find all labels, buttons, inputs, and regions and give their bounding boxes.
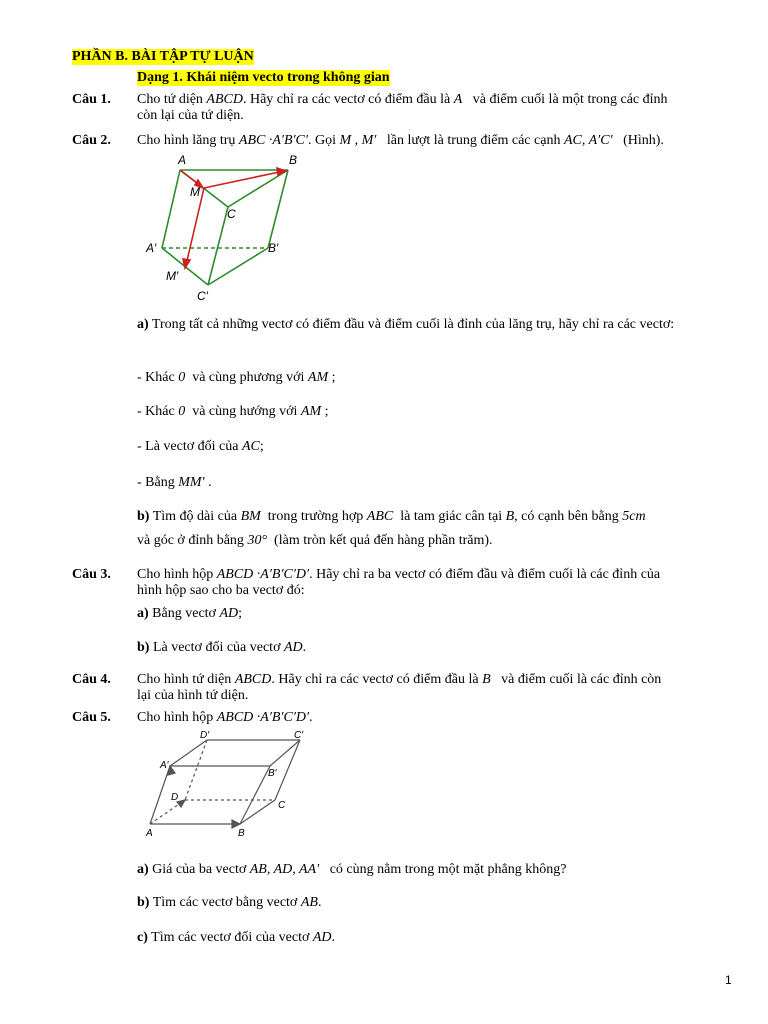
box-label-c1: C′	[294, 730, 304, 741]
type-title: Dạng 1. Khái niệm vecto trong không gian	[137, 70, 390, 85]
q2-item-4: - Bằng MM′ .	[137, 475, 212, 490]
q2-item-3: - Là vectơ đối của AC;	[137, 439, 264, 454]
q1-math-abcd: ABCD	[206, 92, 243, 107]
section-title: PHẦN B. BÀI TẬP TỰ LUẬN	[72, 49, 254, 64]
q5-part-c: c) Tìm các vectơ đối của vectơ AD.	[137, 930, 336, 945]
q2-line1: Cho hình lăng trụ ABC ·A′B′C′. Gọi M , M′ lần lượt là trung điểm các cạnh AC, A′C′ (Hình).	[137, 133, 664, 148]
q1-line2: còn lại của tứ diện.	[137, 108, 244, 123]
prism-label-a: A	[178, 153, 187, 167]
box-label-b: B	[238, 828, 245, 839]
q2-part-b-line2: và góc ở đỉnh bằng 30° (làm tròn kết quả đến hàng phần trăm).	[137, 533, 493, 548]
prism-label-c: C	[227, 207, 236, 221]
prism-label-m: M	[190, 185, 200, 199]
q2-number: Câu 2.	[72, 133, 111, 148]
q3-line2: hình hộp sao cho ba vectơ đó:	[137, 583, 305, 598]
q1-number: Câu 1.	[72, 92, 111, 107]
q5-number: Câu 5.	[72, 710, 111, 725]
q3-line1: Cho hình hộp ABCD ·A′B′C′D′. Hãy chỉ ra ba vectơ có điểm đầu và điểm cuối là các đỉnh của	[137, 567, 661, 582]
q5-part-b: b) Tìm các vectơ bằng vectơ AB.	[137, 895, 322, 910]
box-label-a1: A′	[160, 760, 169, 771]
q2-part-a: a) Trong tất cả những vectơ có điểm đầu và điểm cuối là đỉnh của lăng trụ, hãy chỉ ra các vectơ:	[137, 317, 675, 332]
box-figure	[140, 728, 320, 840]
q4-line2: lại của hình tứ diện.	[137, 688, 249, 703]
q4-line1: Cho hình tứ diện ABCD. Hãy chỉ ra các vectơ có điểm đầu là B và điểm cuối là các đỉnh còn	[137, 672, 662, 687]
page-number: 1	[725, 973, 732, 987]
box-label-d: D	[171, 792, 179, 803]
q3-number: Câu 3.	[72, 567, 111, 582]
q3-part-b: b) Là vectơ đối của vectơ AD.	[137, 640, 307, 655]
q5-line1: Cho hình hộp ABCD ·A′B′C′D′.	[137, 710, 313, 725]
q2-item-2: - Khác 0 và cùng hướng với AM ;	[137, 404, 329, 419]
q4-number: Câu 4.	[72, 672, 111, 687]
prism-label-m1: M′	[166, 269, 179, 283]
prism-figure	[140, 152, 320, 302]
prism-label-b: B	[289, 153, 298, 167]
q5-part-a: a) Giá của ba vectơ AB, AD, AA′ có cùng nằm trong một mặt phẳng không?	[137, 862, 567, 877]
prism-label-a1: A′	[146, 241, 157, 255]
box-label-d1: D′	[200, 730, 210, 741]
box-label-b1: B′	[268, 768, 277, 779]
q1-line1: Cho tứ diện ABCD. Hãy chỉ ra các vectơ có điểm đầu là A và điểm cuối là một trong các đỉnh	[137, 92, 668, 107]
q2-item-1: - Khác 0 và cùng phương với AM ;	[137, 370, 336, 385]
q2-part-b-line1: b) Tìm độ dài của BM trong trường hợp ABC là tam giác cân tại B, có cạnh bên bằng 5cm	[137, 509, 646, 524]
box-label-c: C	[278, 800, 286, 811]
prism-label-c1: C′	[197, 289, 208, 302]
box-label-a: A	[146, 828, 153, 839]
q3-part-a: a) Bằng vectơ AD;	[137, 606, 243, 621]
prism-label-b1: B′	[268, 241, 279, 255]
